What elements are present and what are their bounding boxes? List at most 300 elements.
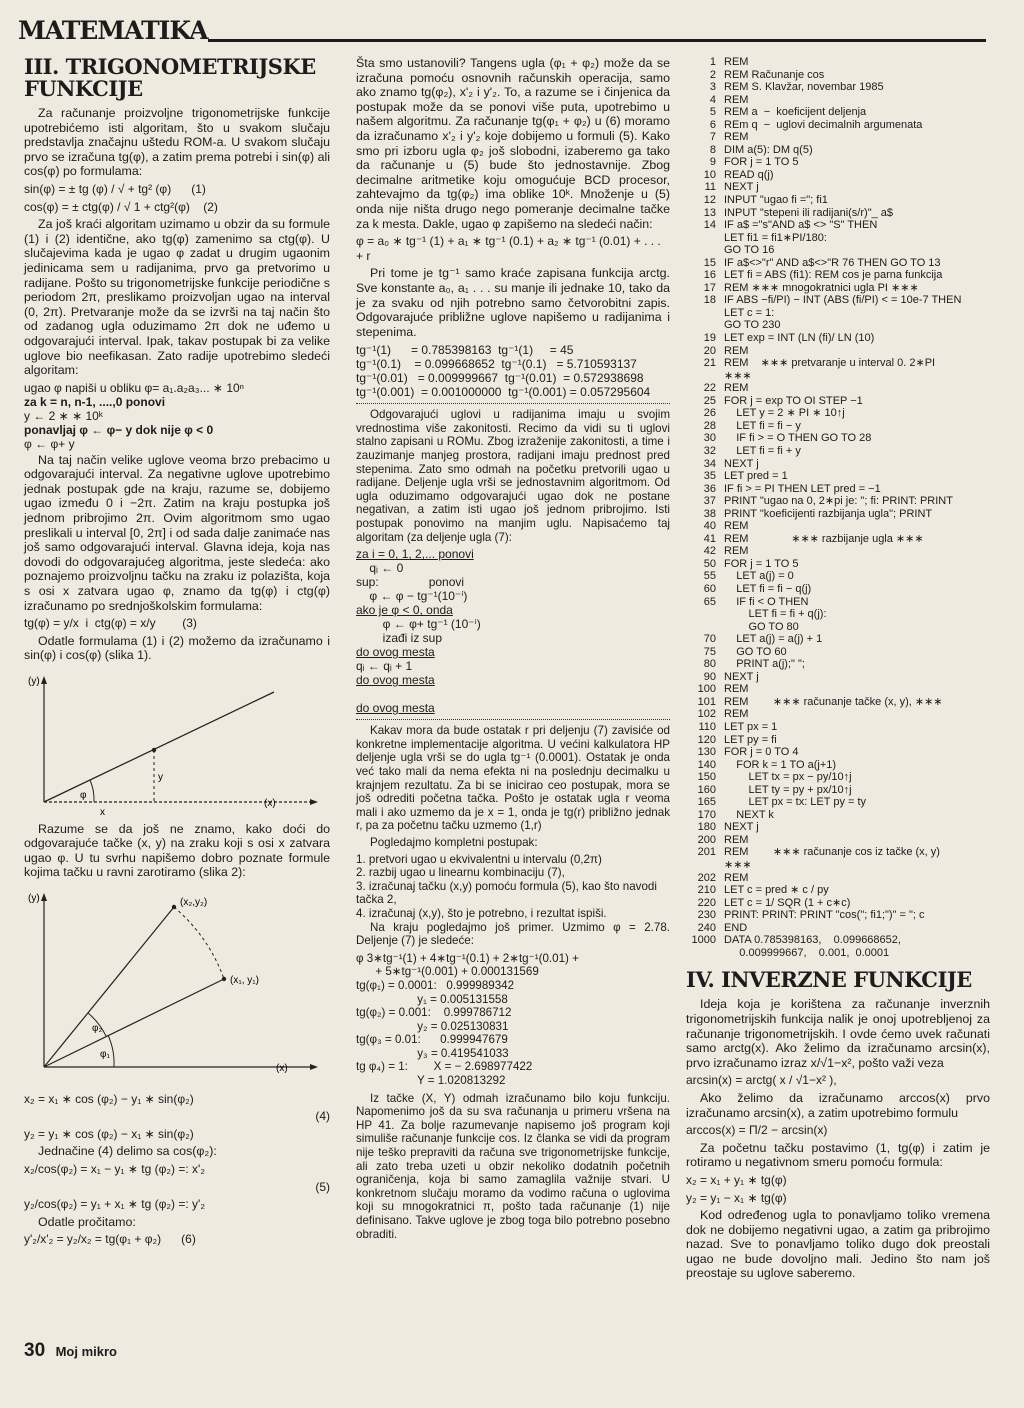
line-text: IF a$<>"r" AND a$<>"R 76 THEN GO TO 13 xyxy=(724,256,941,269)
line-text: REM ∗∗∗ razbijanje ugla ∗∗∗ xyxy=(724,532,924,545)
line-text: LET fi = fi + y xyxy=(724,444,801,457)
line-number: 120 xyxy=(697,733,716,746)
paragraph: Odatle pročitamo: xyxy=(38,1214,136,1229)
list-item: 4. izračunaj (x,y), što je potrebno, i rezultat ispiši. xyxy=(356,906,607,920)
line-number: 3 xyxy=(709,81,716,94)
line-text: LET c = 1: xyxy=(724,306,775,319)
code-line xyxy=(686,696,990,709)
code-line xyxy=(686,884,990,897)
code-line xyxy=(686,194,990,207)
formula-4b: y₂ = y₁ ∗ cos (φ₂) − x₁ ∗ sin(φ₂) xyxy=(24,1126,194,1141)
line-number: 32 xyxy=(703,444,716,457)
code-line xyxy=(686,458,990,471)
line-text: REM ∗∗∗ pretvaranje u interval 0. 2∗PI xyxy=(724,357,936,370)
code-line xyxy=(686,746,990,759)
table-row: tg⁻¹(0.01) = 0.009999667 tg⁻¹(0.01) = 0.572938698 xyxy=(356,371,644,386)
paragraph: Ideja koja je korištena za računanje inverznih trigonometrijskih funkcija nalik je onoj upotrebljenoj za računanje trigonometrijskih. I ovde ćemo uvek računati samo arctg(x). Ako želimo da izračunamo arcsin(x), prvo izračunamo izraz x/√1−x², pošto važi veza xyxy=(686,997,990,1070)
code-line xyxy=(686,156,990,169)
paragraph: Kod određenog ugla to ponavljamo toliko vremena dok ne dobijemo negativni ugao, a zatim ga pribrojimo nazad. Sve to ponavljamo toliko dugo dok preostali ugao ne bude dovoljno mali. Jedino što nam još preostaje su uglove saberemo. xyxy=(686,1208,990,1281)
code-line xyxy=(686,621,990,634)
page-number: 30 xyxy=(24,1340,46,1361)
line-text: REM xyxy=(724,344,749,357)
line-text: LET y = 2 ∗ PI ∗ 10↑j xyxy=(724,407,845,420)
example-line: tg φ₄) = 1: X = − 2.698977422 xyxy=(356,1060,533,1074)
line-number: 19 xyxy=(703,332,716,345)
section-title: IV. INVERZNE FUNKCIJE xyxy=(686,967,972,993)
line-text: REM xyxy=(724,545,749,558)
line-number: 38 xyxy=(703,507,716,520)
line-number: 30 xyxy=(703,432,716,445)
line-text: LET px = tx: LET py = ty xyxy=(724,796,867,809)
line-text: REM ∗∗∗ računanje tačke (x, y), ∗∗∗ xyxy=(724,695,943,708)
algorithm xyxy=(24,381,330,451)
algorithm-line: sup: ponovi xyxy=(356,575,465,590)
line-text: LET px = 1 xyxy=(724,720,778,733)
line-number xyxy=(686,232,724,245)
code-line xyxy=(686,683,990,696)
line-text: LET exp = INT (LN (fi)/ LN (10) xyxy=(724,332,875,345)
x-label: x xyxy=(100,807,105,818)
line-text: NEXT j xyxy=(724,457,759,470)
code-line xyxy=(686,269,990,282)
line-text: LET fi = fi − y xyxy=(724,419,801,432)
paragraph: Za početnu tačku postavimo (1, tg(φ) i zatim je rotiramo u negativnom smeru pomoću formula: xyxy=(686,1140,990,1170)
code-line xyxy=(686,570,990,583)
example-line: y₃ = 0.419541033 xyxy=(356,1046,509,1060)
x-axis-label: (x) xyxy=(276,1062,288,1074)
line-number: 40 xyxy=(703,520,716,533)
line-number: 2 xyxy=(709,68,716,81)
line-number: 240 xyxy=(697,921,716,934)
line-text: NEXT k xyxy=(724,808,774,821)
basic-program-listing xyxy=(686,56,990,959)
code-line xyxy=(686,483,990,496)
line-text: GO TO 80 xyxy=(724,620,799,633)
formula-4a: x₂ = x₁ ∗ cos (φ₂) − y₁ ∗ sin(φ₂) xyxy=(24,1091,194,1106)
code-line xyxy=(686,432,990,445)
line-number: 102 xyxy=(697,708,716,721)
code-line xyxy=(686,846,990,859)
code-line xyxy=(686,759,990,772)
line-text: REM xyxy=(724,131,749,144)
line-text: PRINT "koeficijenti razbijanja ugla"; PRINT xyxy=(724,507,933,520)
table-row: tg⁻¹(0.1) = 0.099668652 tg⁻¹(0.1) = 5.710593137 xyxy=(356,357,637,372)
code-line xyxy=(686,407,990,420)
code-line xyxy=(686,734,990,747)
example-line: y₁ = 0.005131558 xyxy=(356,992,508,1006)
formula-5a: x₂/cos(φ₂) = x₁ − y₁ ∗ tg (φ₂) =: x'₂ xyxy=(24,1161,206,1176)
line-text: LET c = 1/ SQR (1 + c∗c) xyxy=(724,896,851,909)
code-line xyxy=(686,445,990,458)
paragraph: Ako želimo da izračunamo arccos(x) prvo izračunamo arcsin(x), a zatim upotrebimo formulu xyxy=(686,1090,990,1120)
line-text: FOR j = 1 TO 5 xyxy=(724,557,799,570)
line-text: PRINT: PRINT: PRINT "cos("; fi1;")" = "; c xyxy=(724,909,925,922)
line-text: REM xyxy=(724,708,749,721)
line-text: GO TO 60 xyxy=(724,645,787,658)
code-line xyxy=(686,872,990,885)
code-line xyxy=(686,131,990,144)
code-line xyxy=(686,596,990,609)
line-number: 5 xyxy=(709,106,716,119)
paragraph: Odgovarajući uglovi u radijanima imaju u svojim vrednostima više zakonitosti. Recimo da vidi su ti uglovi stalno zapisani u ROMu. Zbog izraženije zakonitosti, a time i zauzimanje manjeg prostora, radijani imaju prednost pred stepenima. Zato smo odmah na početku pretvorili ugao u radijane. Deljenje ugla vrši se jednostavnim algoritmom. Od ugla oduzimamo odgovarajući ugao dok ne postane negativan, a zatim isti ugao još jednom pribrojimo. Isti postupak ponovimo na manjim uglu. Napisaćemo taj algoritam (za deljenje ugla (7): xyxy=(356,408,670,544)
example-line: tg(φ₃ = 0.01: 0.999947679 xyxy=(356,1033,508,1047)
line-number: 18 xyxy=(703,294,716,307)
line-text: LET a(j) = a(j) + 1 xyxy=(724,633,823,646)
line-number: 80 xyxy=(703,658,716,671)
algorithm-line: ponavljaj φ ← φ− y dok nije φ < 0 xyxy=(24,422,214,437)
line-text: REM xyxy=(724,382,749,395)
line-number: 110 xyxy=(698,720,716,733)
line-text: LET tx = px − py/10↑j xyxy=(724,771,852,784)
code-line xyxy=(686,181,990,194)
code-line xyxy=(686,307,990,320)
line-number: 20 xyxy=(703,344,716,357)
code-line xyxy=(686,119,990,132)
line-text: NEXT j xyxy=(724,821,759,834)
line-number: 28 xyxy=(703,419,716,432)
code-line xyxy=(686,169,990,182)
paragraph: Pri tome je tg⁻¹ samo kraće zapisana funkcija arctg. Sve konstante a₀, a₁ . . . su manje ili jednake 10, tako da je za svaku od njih potrebno samo četvorobitni zapis. Odgovarajuće približne uglove napišemo u radijanima i stepenima. xyxy=(356,266,670,339)
line-text: REM a − koeficijent deljenja xyxy=(724,106,867,119)
code-line xyxy=(686,708,990,721)
line-text: REM xyxy=(724,833,749,846)
code-line xyxy=(686,420,990,433)
code-line xyxy=(686,106,990,119)
line-text: LET fi1 = fi1∗PI/180: xyxy=(724,231,827,244)
column-3 xyxy=(686,56,990,1284)
line-text: ∗∗∗ xyxy=(724,369,752,382)
paragraph: Na taj način velike uglove veoma brzo prebacimo u odgovarajući interval. Za negativne uglove upotrebimo jednak postupak gde na kraju, razume se, dobijemo ugao između 0 i −2π. Zatim na kraju postupka još jednom pribrojimo 2π. Ovim algoritmom smo ugao preslikali u interval [0, 2π] i od sada dalje zanimaće nas još samo odgovarajući interval. Glavna ideja, koja nas dovodi do odgovarajućeg algoritma, jeste sledeća: ako poznajemo proizvoljnu tačku na zraku iz polazišta, koja s osi x zatvara ugao φ, znamo da tg(φ) i ctg(φ) izračunamo po srednjoškolskim formulama: xyxy=(24,452,330,613)
code-line xyxy=(686,771,990,784)
line-number: 100 xyxy=(697,683,716,696)
algorithm-line: φ ← φ+ y xyxy=(24,436,75,451)
line-number: 130 xyxy=(697,746,716,759)
line-text: DIM a(5): DM q(5) xyxy=(724,143,813,156)
algorithm-line: do ovog mesta xyxy=(356,673,435,688)
line-number: 55 xyxy=(703,570,716,583)
code-line xyxy=(686,495,990,508)
line-number: 210 xyxy=(697,884,716,897)
code-line xyxy=(686,545,990,558)
formula-arcsin: arcsin(x) = arctg( x / √1−x² ), xyxy=(686,1073,837,1088)
paragraph: Iz tačke (X, Y) odmah izračunamo bilo koju funkciju. Napomenimo još da su sva računanja u primeru vršena na HP 41. Za bolje razumevanje napisemo još program koji simulišе računanje funkcije cos. Iz članka se vidi da program nije teško prepraviti da računa sve trigonometrijske funkcije, ali zato treba uzeti u obzir nekoliko dodatnih početnih ograničenja, koja bi samo zamaglila važnije stvari. U konkretnom slučaju moramo da vodimo računa o uglovima koji su mnogokratnici π, pošto tada računanje (1) nije definisano. Takve uglove je zbog toga bilo potrebno posebno obraditi. xyxy=(356,1091,670,1241)
algorithm-line: do ovog mesta xyxy=(356,645,435,660)
example-line: y₂ = 0.025130831 xyxy=(356,1019,509,1033)
line-number: 9 xyxy=(709,156,716,169)
line-text: IF a$ ="s"AND a$ <> "S" THEN xyxy=(724,219,878,232)
line-text: READ q(j) xyxy=(724,168,774,181)
example-line: Y = 1.020813292 xyxy=(356,1074,506,1088)
example-computation xyxy=(356,952,670,1088)
line-number: 200 xyxy=(697,833,716,846)
line-number: 4 xyxy=(709,93,716,106)
line-number: 16 xyxy=(703,269,716,282)
line-number: 90 xyxy=(703,670,716,683)
line-text: LET fi = ABS (fi1): REM cos je parna funkcija xyxy=(724,269,943,282)
line-text: IF fi > = O THEN GO TO 28 xyxy=(724,432,872,445)
list-item: 2. razbij ugao u linearnu kombinaciju (7), xyxy=(356,866,565,880)
line-text: GO TO 16 xyxy=(724,244,775,257)
code-line xyxy=(686,533,990,546)
line-text: PRINT "ugao na 0, 2∗pi je: "; fi: PRINT: PRINT xyxy=(724,495,953,508)
code-line xyxy=(686,56,990,69)
line-number: 41 xyxy=(703,532,716,545)
algorithm-line: qᵢ ← 0 xyxy=(356,561,404,576)
line-text: 0.009999667, 0.001, 0.0001 xyxy=(724,946,890,959)
code-line xyxy=(686,81,990,94)
point-2-label: (x₂,y₂) xyxy=(180,896,208,908)
line-number xyxy=(686,244,724,257)
line-text: LET a(j) = 0 xyxy=(724,570,794,583)
line-number: 101 xyxy=(697,695,716,708)
line-number: 13 xyxy=(703,206,716,219)
line-text: FOR j = 0 TO 4 xyxy=(724,746,799,759)
line-text: LET pred = 1 xyxy=(724,470,788,483)
line-number: 17 xyxy=(703,281,716,294)
algorithm-line: za i = 0, 1, 2,... ponovi xyxy=(356,547,474,562)
page-footer xyxy=(24,1340,117,1362)
list-item: 3. izračunaj tačku (x,y) pomoću formula (5), kao što navodi tačka 2, xyxy=(356,879,657,907)
line-text: INPUT "stepeni ili radijani(s/r)"_ a$ xyxy=(724,206,894,219)
line-text: REM ∗∗∗ mnogokratnici ugla PI ∗∗∗ xyxy=(724,281,919,294)
divider xyxy=(356,719,670,720)
code-line xyxy=(686,357,990,370)
code-line xyxy=(686,94,990,107)
line-text: FOR k = 1 TO a(j+1) xyxy=(724,758,837,771)
paragraph: Odatle formulama (1) i (2) možemo da izračunamo i sin(φ) i cos(φ) (slika 1). xyxy=(24,633,330,663)
line-text: ∗∗∗ xyxy=(724,859,752,871)
formula-5-number: (5) xyxy=(315,1179,330,1194)
formula-2: cos(φ) = ± ctg(φ) / √ 1 + ctg²(φ) (2) xyxy=(24,199,218,214)
magazine-name: Moj mikro xyxy=(55,1344,117,1359)
line-text: REM Računanje cos xyxy=(724,68,825,81)
line-number: 220 xyxy=(697,896,716,909)
code-line xyxy=(686,144,990,157)
paragraph: Na kraju pogledajmo još primer. Uzmimo φ = 2.78. Deljenje (7) je sledeće: xyxy=(356,920,670,948)
formula-3: tg(φ) = y/x i ctg(φ) = x/y (3) xyxy=(24,616,197,631)
example-line: tg(φ₂) = 0.001: 0.999786712 xyxy=(356,1006,512,1020)
example-line: φ 3∗tg⁻¹(1) + 4∗tg⁻¹(0.1) + 2∗tg⁻¹(0.01) + xyxy=(356,951,579,965)
code-line xyxy=(686,909,990,922)
code-line xyxy=(686,658,990,671)
x-axis-label: (x) xyxy=(264,798,276,809)
code-line xyxy=(686,319,990,332)
line-text: REM xyxy=(724,520,749,533)
line-text: IF fi < O THEN xyxy=(724,595,809,608)
y-label: y xyxy=(158,772,163,783)
line-text: END xyxy=(724,921,748,934)
algorithm-line: φ ← φ − tg⁻¹(10⁻ⁱ) xyxy=(356,589,468,604)
code-line xyxy=(686,508,990,521)
section-header-title: MATEMATIKA xyxy=(18,16,208,45)
figure-1 xyxy=(24,670,324,818)
line-text: IF ABS −fi/PI) − INT (ABS (fi/PI) < = 10e-7 THEN xyxy=(724,294,962,307)
code-line xyxy=(686,558,990,571)
line-text: FOR j = 1 TO 5 xyxy=(724,156,799,169)
table-row: tg⁻¹(1) = 0.785398163 tg⁻¹(1) = 45 xyxy=(356,343,574,358)
line-number: 42 xyxy=(703,545,716,558)
code-line xyxy=(686,608,990,621)
line-number: 202 xyxy=(697,871,716,884)
code-line xyxy=(686,947,990,960)
code-line xyxy=(686,520,990,533)
column-2 xyxy=(356,56,670,1244)
line-number: 6 xyxy=(709,118,716,131)
line-text: REM xyxy=(724,871,749,884)
code-line xyxy=(686,633,990,646)
line-number: 36 xyxy=(703,482,716,495)
line-number: 70 xyxy=(703,633,716,646)
code-line xyxy=(686,796,990,809)
line-number: 60 xyxy=(703,582,716,595)
line-number xyxy=(686,319,724,332)
line-number xyxy=(686,947,724,960)
code-line xyxy=(686,244,990,257)
code-line xyxy=(686,859,990,872)
phi-label: φ xyxy=(80,790,87,801)
arctg-table xyxy=(356,343,670,399)
line-number xyxy=(686,307,724,320)
code-line xyxy=(686,646,990,659)
code-line xyxy=(686,922,990,935)
y-axis-label: (y) xyxy=(28,892,40,904)
code-line xyxy=(686,821,990,834)
code-line xyxy=(686,345,990,358)
y-axis-label: (y) xyxy=(28,676,40,687)
line-number: 150 xyxy=(697,771,716,784)
code-line xyxy=(686,382,990,395)
line-text: REm q − uglovi decimalnih argumenata xyxy=(724,118,923,131)
line-number: 201 xyxy=(697,846,716,859)
algorithm-line: do ovog mesta xyxy=(356,701,435,716)
code-line xyxy=(686,332,990,345)
paragraph: Šta smo ustanovili? Tangens ugla (φ₁ + φ₂) može da se izračuna pomoću osnovnih računskih operacija, samo ako znamo tg(φ₂), x'₂ i y'₂. To, a razume se i činjenica da postupak može da se ponovi više puta, upotrebimo u našem algoritmu. Za računanje tg(φ₁ + φ₂) u (6) moramo da izračunamo x'₂ i y'₂ koje dobijemo u formuli (5). Kako smo pri izboru ugla φ₂ još slobodni, izaberemo ga tako da računanje u (5) bude što jednostavnije. Zbog decimalne aritmetike koju omogućuje BCD procesor, zahtevajmo da tg(φ₂) ima oblike 10ᵏ. Množenje u (5) onda nije ništa drugo nego pomeranje decimalne tačke za k mesta. Dakle, ugao φ zapišemo na sledeći način: xyxy=(356,56,670,231)
line-text: REM ∗∗∗ računanje cos iz tačke (x, y) xyxy=(724,846,940,859)
algorithm-line: ugao φ napiši u obliku φ= a₁.a₂a₃... ∗ 10ⁿ xyxy=(24,380,245,395)
code-line xyxy=(686,370,990,383)
line-number: 37 xyxy=(703,495,716,508)
formula-7: φ = a₀ ∗ tg⁻¹ (1) + a₁ ∗ tg⁻¹ (0.1) + a₂ ∗ tg⁻¹ (0.01) + . . . + r xyxy=(356,234,661,263)
code-line xyxy=(686,207,990,220)
line-number: 180 xyxy=(697,821,716,834)
line-number: 1000 xyxy=(691,934,716,947)
formula-5b: y₂/cos(φ₂) = y₁ + x₁ ∗ tg (φ₂) =: y'₂ xyxy=(24,1197,206,1212)
formula-1: sin(φ) = ± tg (φ) / √ + tg² (φ) (1) xyxy=(24,181,206,196)
line-text: FOR j = exp TO OI STEP −1 xyxy=(724,394,863,407)
code-line xyxy=(686,282,990,295)
line-text: NEXT j xyxy=(724,670,759,683)
line-text: DATA 0.785398163, 0.099668652, xyxy=(724,934,901,947)
header-rule xyxy=(208,39,986,42)
line-number: 15 xyxy=(703,256,716,269)
line-number: 34 xyxy=(703,457,716,470)
algorithm-line: y ← 2 ∗ ∗ 10ᵏ xyxy=(24,408,103,423)
paragraph: Pogledajmo kompletni postupak: xyxy=(370,835,538,849)
paragraph: Kakav mora da bude ostatak r pri deljenju (7) zavisiće od konkretne implementacije algoritma. U većini kalkulatora HP deljenje ugla vrši se do ugla tg⁻¹ (0.0001). Ostatak je onda već tako mali da nema efekta ni na poslednju decimalku u krajnjem rezultatu. Za bi se iniciraо ceo postupak, mora se još odrediti početna tačka. Pošto je ostatak ugla r veoma mali i ako uzmemo da je x = 1, onda je tg(r) približno jednak r, pa za početnu tačku uzmemo (1,r) xyxy=(356,724,670,833)
line-text: PRINT a(j);" "; xyxy=(724,658,805,671)
code-line xyxy=(686,897,990,910)
figure-2 xyxy=(24,887,324,1077)
code-line xyxy=(686,257,990,270)
line-number: 230 xyxy=(697,909,716,922)
example-line: + 5∗tg⁻¹(0.001) + 0.000131569 xyxy=(356,965,539,979)
line-number: 165 xyxy=(697,796,716,809)
line-number: 7 xyxy=(709,131,716,144)
algorithm-line: za k = n, n-1, ....,0 ponovi xyxy=(24,394,166,409)
line-text: IF fi > = PI THEN LET pred = −1 xyxy=(724,482,881,495)
line-number: 11 xyxy=(704,181,716,194)
line-number xyxy=(686,608,724,621)
code-line xyxy=(686,219,990,232)
line-text: GO TO 230 xyxy=(724,319,781,332)
example-line: tg(φ₁) = 0.0001: 0.999989342 xyxy=(356,978,515,992)
line-number: 10 xyxy=(703,168,716,181)
line-text: NEXT j xyxy=(724,181,759,194)
line-text: REM xyxy=(724,683,749,696)
point-1-label: (x₁, y₁) xyxy=(230,974,259,986)
algorithm-line: φ ← φ+ tg⁻¹ (10⁻ⁱ) xyxy=(356,617,481,632)
paragraph: Za računanje proizvoljne trigonometrijske funkcije upotrebićemo isti algoritam, što u svakom slučaju predstavlja značajnu uštedu ROM-a. U svakom slučaju prvo se izračuna tg(φ), a zatim prema potrebi i sin(φ) ali cos(φ) po formulama: xyxy=(24,106,330,179)
algorithm-line: ako je φ < 0, onda xyxy=(356,603,453,618)
formula-rotation-y: y₂ = y₁ − x₁ ∗ tg(φ) xyxy=(686,1190,787,1205)
line-text: LET c = pred ∗ c / py xyxy=(724,884,829,897)
divider xyxy=(356,403,670,404)
steps-list xyxy=(356,853,670,921)
line-number: 25 xyxy=(703,394,716,407)
line-number: 22 xyxy=(703,382,716,395)
line-text: REM xyxy=(724,56,749,68)
line-number: 12 xyxy=(703,194,716,207)
page-header xyxy=(18,16,986,46)
line-number: 50 xyxy=(703,557,716,570)
line-number: 14 xyxy=(703,219,716,232)
line-number xyxy=(686,370,724,383)
list-item: 1. pretvori ugao u ekvivalentni u intervalu (0,2π) xyxy=(356,852,602,866)
phi2-label: φ₂ xyxy=(92,1022,103,1034)
code-line xyxy=(686,470,990,483)
line-number: 140 xyxy=(697,758,716,771)
code-line xyxy=(686,809,990,822)
line-text: LET fi = fi + q(j): xyxy=(724,608,827,621)
line-text: LET py = fi xyxy=(724,733,777,746)
code-line xyxy=(686,69,990,82)
code-line xyxy=(686,583,990,596)
table-row: tg⁻¹(0.001) = 0.001000000 tg⁻¹(0.001) = 0.057295604 xyxy=(356,385,651,400)
line-number: 170 xyxy=(697,808,716,821)
line-number: 75 xyxy=(703,645,716,658)
formula-6: y'₂/x'₂ = y₂/x₂ = tg(φ₁ + φ₂) (6) xyxy=(24,1232,196,1247)
paragraph: Jednačine (4) delimo sa cos(φ₂): xyxy=(38,1144,217,1159)
line-text: LET ty = py + px/10↑j xyxy=(724,783,852,796)
algorithm-line xyxy=(356,687,670,701)
paragraph: Razume se da još ne znamo, kako doći do odgovarajuće tačke (x, y) na zraku koji s osi x zatvara ugao φ. U tu svrhu napišemo dobro poznate formule kojima tačku u ravni zarotiramo (slika 2): xyxy=(24,821,330,880)
line-text: INPUT "ugao fi ="; fi1 xyxy=(724,194,828,207)
line-number xyxy=(686,859,724,872)
line-number: 26 xyxy=(703,407,716,420)
paragraph: Za još kraći algoritam uzimamo u obzir da su formule (1) i (2) identične, ako tg(φ) zamenimo sa ctg(φ). U slučajevima kada je ugao φ zadat u drugim ugaonim jedinicama sem u radijanima, prvo ga pretvorimo u radijane. Pošto su trigonometrijske funkcije periodične s periodom 2π, preslikamo proizvoljan ugao na interval (0, 2π). Pretvaranje može da se izvrši na taj način što od zadanog ugla oduzimamo 2π dok ne uđemo u odgovarajući interval. Ipak, takav postupak bi za velike uglove bio neefikasan. Zato radije upotrebimo sledeći algoritam: xyxy=(24,217,330,378)
division-algorithm xyxy=(356,547,670,715)
formula-4-number: (4) xyxy=(315,1109,330,1124)
line-number xyxy=(686,621,724,634)
phi1-label: φ₁ xyxy=(100,1048,110,1060)
code-line xyxy=(686,784,990,797)
line-text: LET fi = fi − q(j) xyxy=(724,582,812,595)
code-line xyxy=(686,294,990,307)
algorithm-line: qᵢ ← qᵢ + 1 xyxy=(356,659,413,674)
code-line xyxy=(686,232,990,245)
line-number: 1 xyxy=(709,56,716,68)
code-line xyxy=(686,721,990,734)
